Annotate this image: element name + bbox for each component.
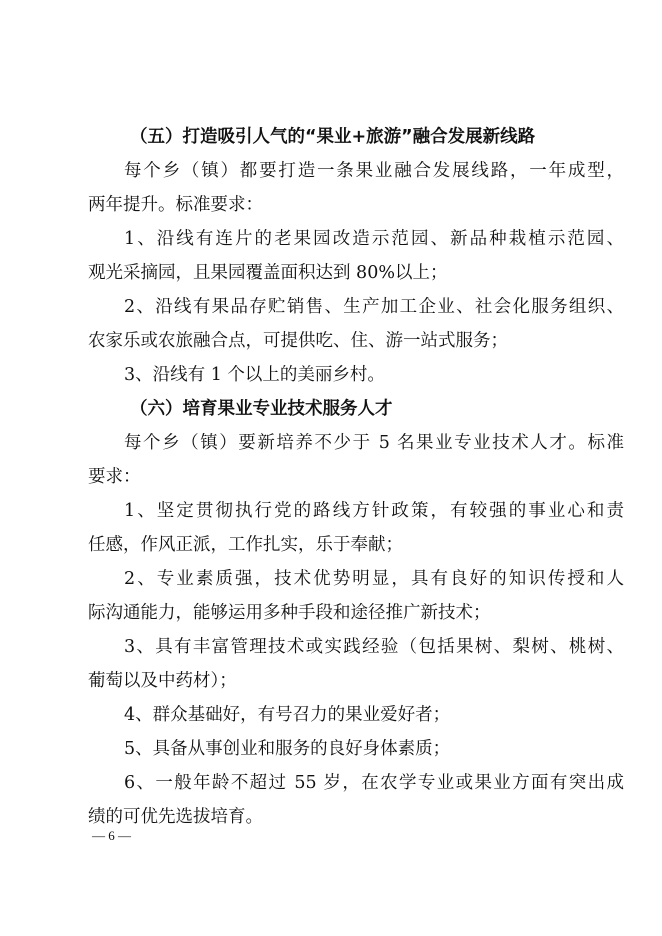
section-5-item-3-line-1: 3、沿线有 1 个以上的美丽乡村。 xyxy=(124,365,385,385)
section-6-item-1-line-2: 任感，作风正派，工作扎实，乐于奉献； xyxy=(88,535,403,555)
section-5-item-2-line-2: 农家乐或农旅融合点，可提供吃、住、游一站式服务； xyxy=(88,331,508,351)
section-5-intro-line-1: 每个乡（镇）都要打造一条果业融合发展线路，一年成型， xyxy=(124,161,624,181)
section-6-item-6-line-2: 绩的可优先选拔培育。 xyxy=(88,807,263,827)
section-6-intro-line-2: 要求： xyxy=(88,467,141,487)
section-5-heading: （五）打造吸引人气的“果业+旅游”融合发展新线路 xyxy=(130,127,536,147)
section-6-heading: （六）培育果业专业技术服务人才 xyxy=(130,399,393,419)
section-6-intro-line-1: 每个乡（镇）要新培养不少于 5 名果业专业技术人才。标准 xyxy=(124,433,624,453)
section-5-item-2-line-1: 2、沿线有果品存贮销售、生产加工企业、社会化服务组织、 xyxy=(124,297,624,317)
page-number: — 6 — xyxy=(92,828,131,843)
section-6-item-3-line-2: 葡萄以及中药材）； xyxy=(88,671,237,691)
section-6-item-4-line-1: 4、群众基础好，有号召力的果业爱好者； xyxy=(124,705,451,725)
section-6-item-2-line-1: 2、专业素质强，技术优势明显，具有良好的知识传授和人 xyxy=(124,569,624,589)
section-5-intro-line-2: 两年提升。标准要求： xyxy=(88,195,263,215)
section-6-item-2-line-2: 际沟通能力，能够运用多种手段和途径推广新技术； xyxy=(88,603,491,623)
section-6-item-5-line-1: 5、具备从事创业和服务的良好身体素质； xyxy=(124,739,451,759)
section-6-item-6-line-1: 6、一般年龄不超过 55 岁，在农学专业或果业方面有突出成 xyxy=(124,773,624,793)
section-6-item-3-line-1: 3、具有丰富管理技术或实践经验（包括果树、梨树、桃树、 xyxy=(124,637,624,657)
section-6-item-1-line-1: 1、坚定贯彻执行党的路线方针政策，有较强的事业心和责 xyxy=(124,501,624,521)
section-5-item-1-line-1: 1、沿线有连片的老果园改造示范园、新品种栽植示范园、 xyxy=(124,229,624,249)
section-5-item-1-line-2: 观光采摘园，且果园覆盖面积达到 80%以上； xyxy=(88,263,448,283)
